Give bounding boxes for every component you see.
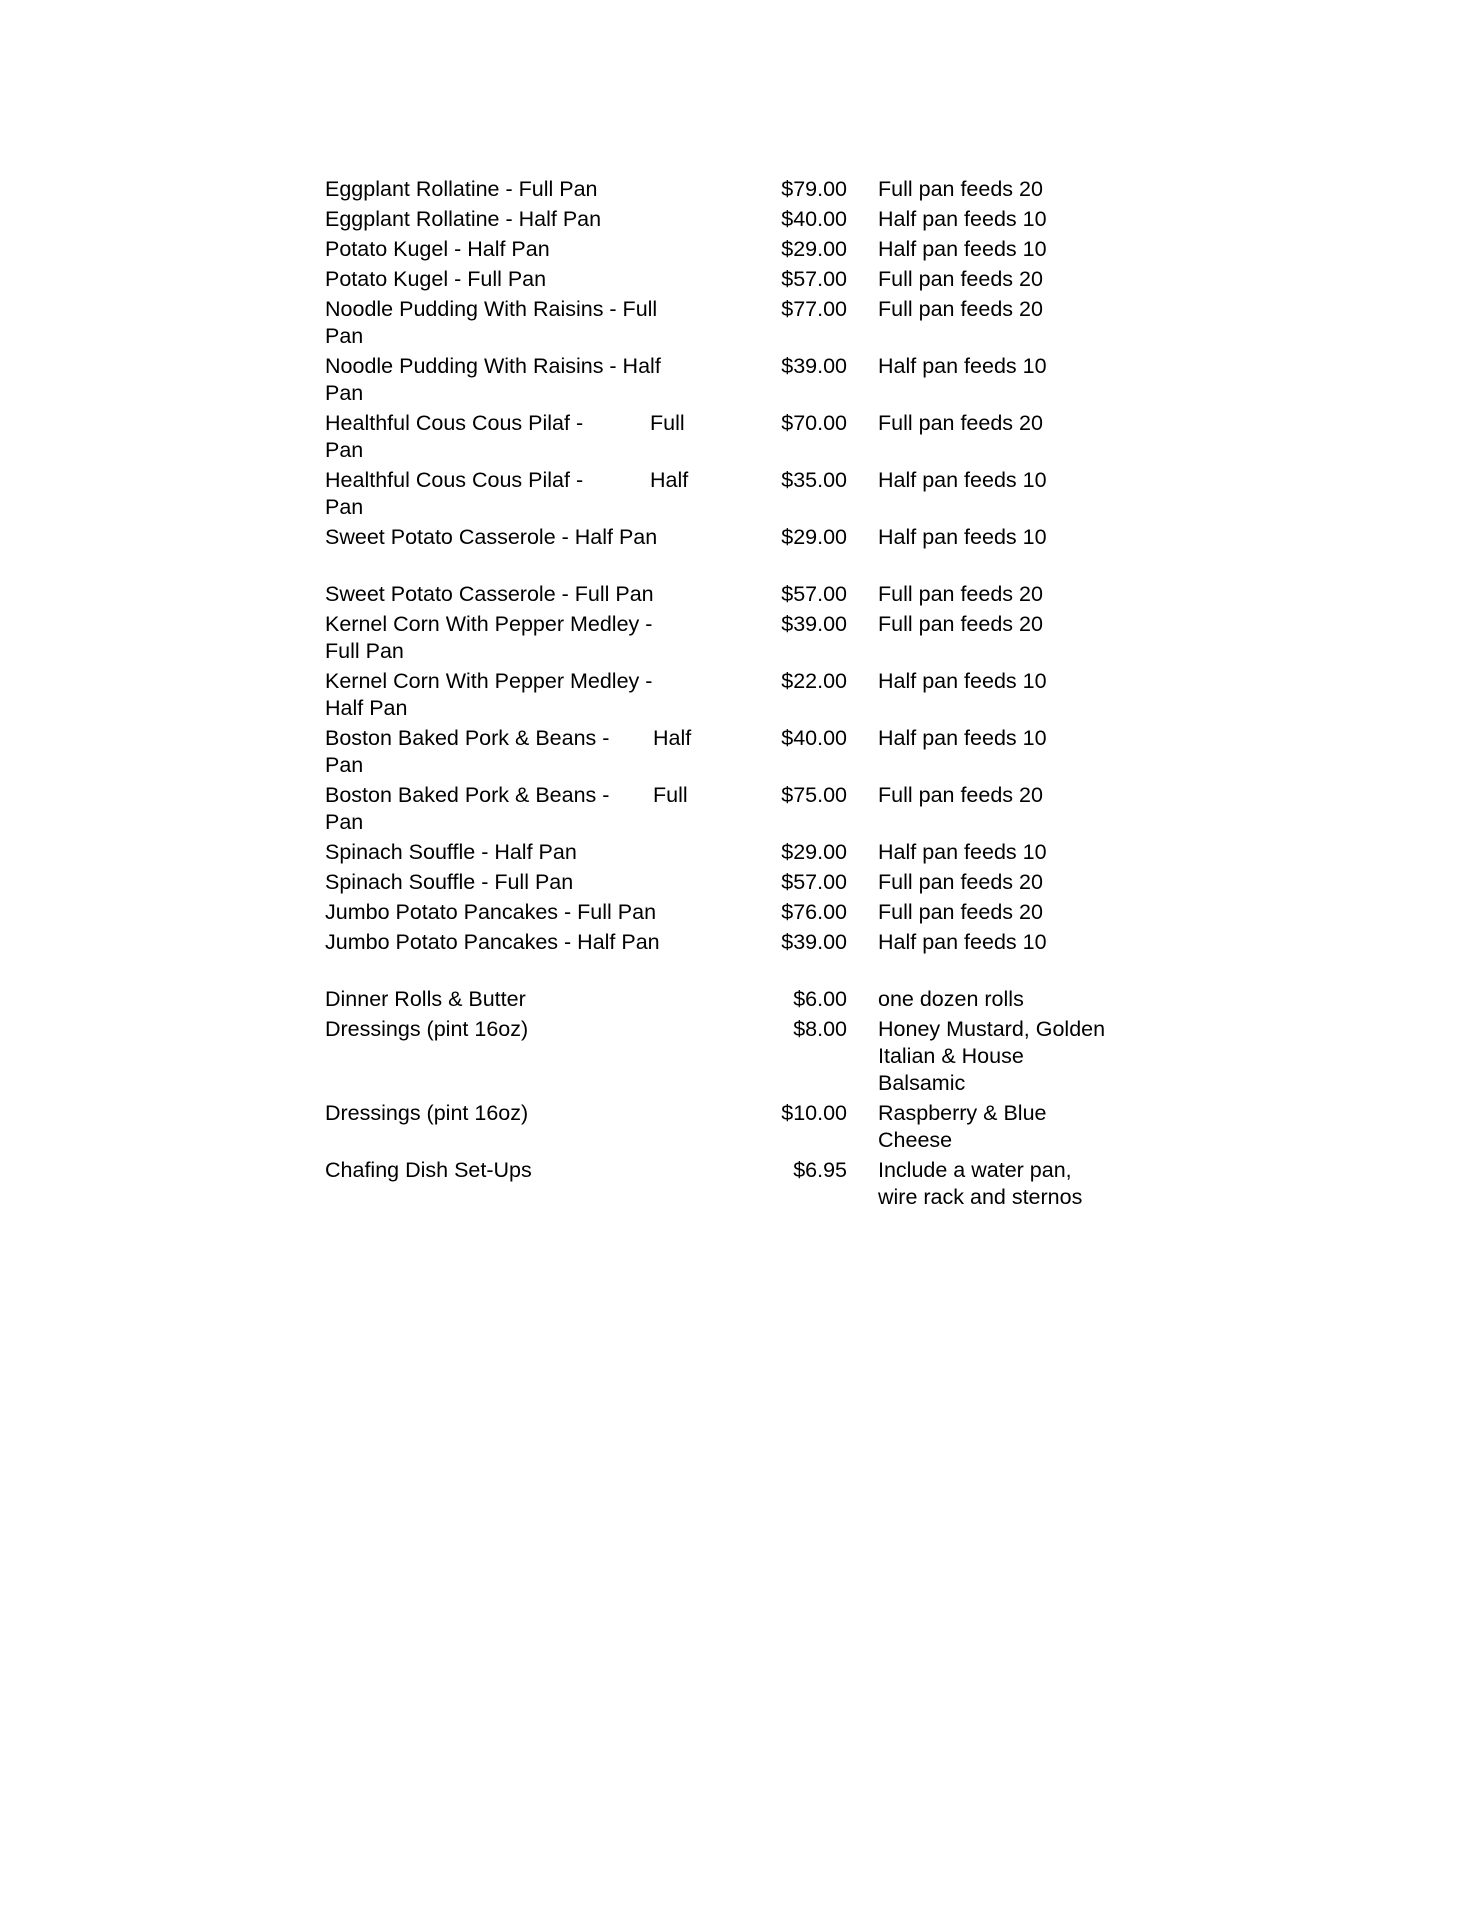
item-note: Half pan feeds 10: [878, 930, 1047, 954]
item-name: Jumbo Potato Pancakes - Full Pan: [325, 900, 657, 924]
item-name: Potato Kugel - Half Pan: [325, 237, 550, 261]
extra-name: Dinner Rolls & Butter: [325, 987, 526, 1011]
item-name-size: Half: [653, 726, 692, 750]
item-name-main: Boston Baked Pork & Beans -: [325, 726, 610, 750]
item-name: Kernel Corn With Pepper Medley - Full Pan: [325, 612, 653, 663]
item-name-main: Boston Baked Pork & Beans -: [325, 783, 610, 807]
item-price: $70.00: [781, 411, 847, 435]
item-note: Half pan feeds 10: [878, 468, 1047, 492]
item-name-size: Full: [650, 411, 685, 435]
item-note: Full pan feeds 20: [878, 870, 1043, 894]
item-note: Full pan feeds 20: [878, 612, 1043, 636]
item-name: Eggplant Rollatine - Half Pan: [325, 207, 602, 231]
item-name: Noodle Pudding With Raisins - Half Pan: [325, 354, 661, 405]
item-price: $57.00: [781, 267, 847, 291]
item-name-main: Healthful Cous Cous Pilaf -: [325, 468, 584, 492]
item-name: Jumbo Potato Pancakes - Half Pan: [325, 930, 660, 954]
item-price: $40.00: [781, 207, 847, 231]
item-price: $39.00: [781, 930, 847, 954]
item-note: Half pan feeds 10: [878, 525, 1047, 549]
item-name: Eggplant Rollatine - Full Pan: [325, 177, 598, 201]
item-name-wrap: Pan: [325, 495, 364, 519]
item-price: $39.00: [781, 612, 847, 636]
item-price: $35.00: [781, 468, 847, 492]
item-note: Full pan feeds 20: [878, 177, 1043, 201]
extra-name: Dressings (pint 16oz): [325, 1101, 529, 1125]
item-note: Half pan feeds 10: [878, 840, 1047, 864]
item-price: $40.00: [781, 726, 847, 750]
item-name: Potato Kugel - Full Pan: [325, 267, 547, 291]
item-name: Sweet Potato Casserole - Half Pan: [325, 525, 658, 549]
item-price: $29.00: [781, 237, 847, 261]
item-price: $79.00: [781, 177, 847, 201]
extra-price: $10.00: [781, 1101, 847, 1125]
item-price: $57.00: [781, 582, 847, 606]
item-price: $29.00: [781, 840, 847, 864]
extra-price: $6.95: [793, 1158, 847, 1182]
item-price: $39.00: [781, 354, 847, 378]
item-price: $77.00: [781, 297, 847, 321]
item-name: Sweet Potato Casserole - Full Pan: [325, 582, 654, 606]
item-note: Half pan feeds 10: [878, 726, 1047, 750]
extra-price: $6.00: [793, 987, 847, 1011]
item-note: Half pan feeds 10: [878, 669, 1047, 693]
item-name-wrap: Pan: [325, 810, 364, 834]
item-name: Kernel Corn With Pepper Medley - Half Pan: [325, 669, 653, 720]
item-price: $57.00: [781, 870, 847, 894]
extra-name: Chafing Dish Set-Ups: [325, 1158, 532, 1182]
item-name-size: Full: [653, 783, 688, 807]
item-note: Full pan feeds 20: [878, 267, 1043, 291]
item-price: $76.00: [781, 900, 847, 924]
item-price: $29.00: [781, 525, 847, 549]
item-note: Full pan feeds 20: [878, 411, 1043, 435]
item-name-size: Half: [650, 468, 689, 492]
item-name-wrap: Pan: [325, 753, 364, 777]
item-note: Full pan feeds 20: [878, 783, 1043, 807]
item-note: Full pan feeds 20: [878, 297, 1043, 321]
extra-name: Dressings (pint 16oz): [325, 1017, 529, 1041]
item-name: Spinach Souffle - Half Pan: [325, 840, 577, 864]
item-note: Full pan feeds 20: [878, 582, 1043, 606]
item-note: Half pan feeds 10: [878, 237, 1047, 261]
item-price: $75.00: [781, 783, 847, 807]
item-name: Spinach Souffle - Full Pan: [325, 870, 574, 894]
extra-note: Honey Mustard, Golden Italian & House Balsamic: [878, 1017, 1106, 1095]
item-note: Half pan feeds 10: [878, 354, 1047, 378]
item-name-wrap: Pan: [325, 438, 364, 462]
item-name-main: Healthful Cous Cous Pilaf -: [325, 411, 584, 435]
extra-price: $8.00: [793, 1017, 847, 1041]
extra-note: Include a water pan, wire rack and sternos: [878, 1158, 1083, 1209]
item-note: Half pan feeds 10: [878, 207, 1047, 231]
item-price: $22.00: [781, 669, 847, 693]
item-name: Noodle Pudding With Raisins - Full Pan: [325, 297, 658, 348]
extra-note: Raspberry & Blue Cheese: [878, 1101, 1047, 1152]
extra-note: one dozen rolls: [878, 987, 1024, 1011]
item-note: Full pan feeds 20: [878, 900, 1043, 924]
